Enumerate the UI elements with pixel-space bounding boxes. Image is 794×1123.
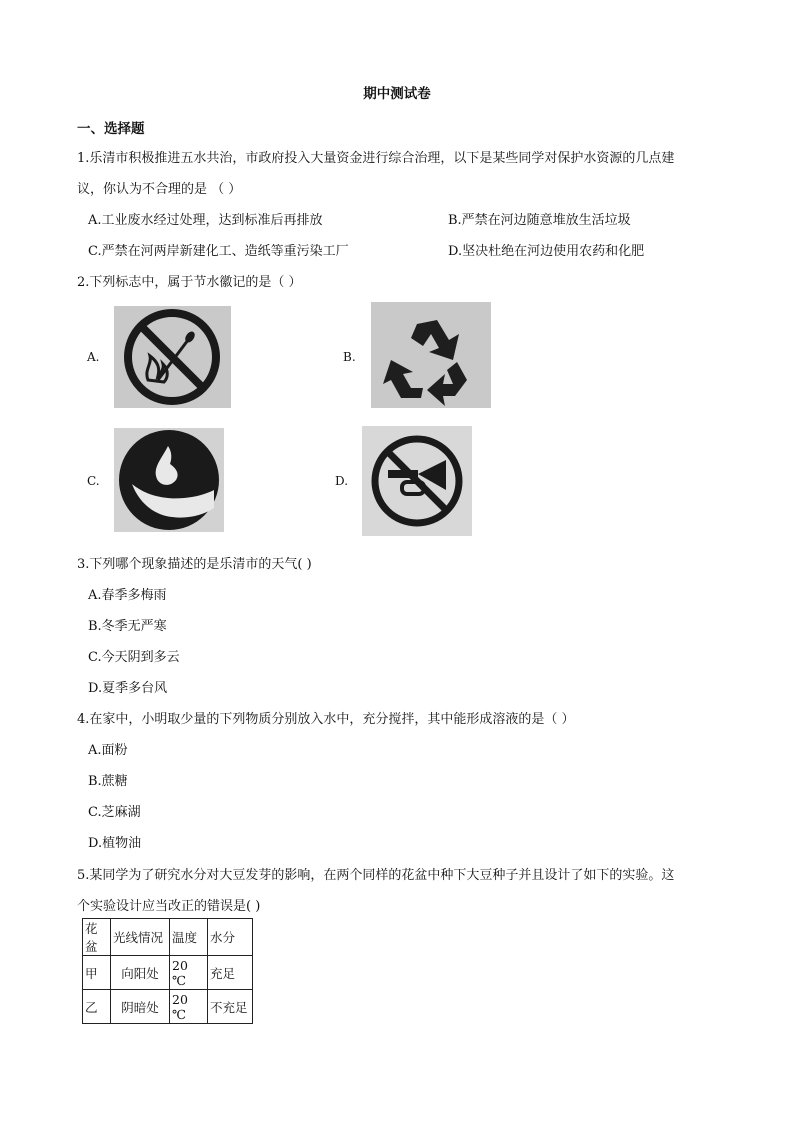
q4-option-d: D.植物油 <box>88 836 142 851</box>
q1-option-d: D.坚决杜绝在河边使用农药和化肥 <box>448 244 645 259</box>
table-cell: 不充足 <box>208 990 253 1024</box>
table-cell: 乙 <box>83 990 111 1024</box>
section-heading: 一、选择题 <box>77 121 145 137</box>
q4-option-c: C.芝麻湖 <box>88 805 141 820</box>
q1-option-b: B.严禁在河边随意堆放生活垃圾 <box>448 213 631 228</box>
q1-option-a: A.工业废水经过处理，达到标准后再排放 <box>88 213 323 228</box>
q4-option-a: A.面粉 <box>88 743 128 758</box>
q3-option-b: B.冬季无严寒 <box>88 619 167 634</box>
table-header-cell: 花盆 <box>83 919 111 956</box>
q2-label-b: B. <box>343 350 356 364</box>
q2-stem: 2.下列标志中，属于节水徽记的是（ ） <box>77 275 302 290</box>
table-row <box>83 956 253 990</box>
q2-label-d: D. <box>335 474 349 488</box>
q4-stem: 4.在家中，小明取少量的下列物质分别放入水中，充分搅拌，其中能形成溶液的是（ ） <box>77 712 575 727</box>
no-horn-icon <box>362 426 472 536</box>
table-header-row <box>83 919 253 956</box>
table-cell: 向阳处 <box>111 956 170 990</box>
page-title: 期中测试卷 <box>363 86 431 102</box>
table-row <box>83 990 253 1024</box>
q1-stem-line1: 1.乐清市积极推进五水共治，市政府投入大量资金进行综合治理，以下是某些同学对保护水资源的几点建 <box>77 151 675 166</box>
q3-option-c: C.今天阴到多云 <box>88 650 180 665</box>
q1-stem-line2: 议，你认为不合理的是 （ ） <box>77 182 242 197</box>
q3-option-d: D.夏季多台风 <box>88 681 168 696</box>
table-cell: 充足 <box>208 956 253 990</box>
q3-option-a: A.春季多梅雨 <box>88 588 167 603</box>
q3-stem: 3.下列哪个现象描述的是乐清市的天气( ) <box>77 557 312 572</box>
table-cell: 阴暗处 <box>111 990 170 1024</box>
q4-option-b: B.蔗糖 <box>88 774 128 789</box>
q1-option-c: C.严禁在河两岸新建化工、造纸等重污染工厂 <box>88 244 349 259</box>
table-header-cell: 光线情况 <box>111 919 170 956</box>
q2-label-c: C. <box>87 474 100 488</box>
table-cell: 甲 <box>83 956 111 990</box>
recycle-icon <box>371 302 491 408</box>
table-header-cell: 温度 <box>170 919 208 956</box>
table-cell: 20 ℃ <box>170 990 208 1024</box>
q5-stem-line1: 5.某同学为了研究水分对大豆发芽的影响，在两个同样的花盆中种下大豆种子并且设计了如下的实验。这 <box>77 868 675 883</box>
q2-label-a: A. <box>87 350 100 364</box>
table-cell: 20 ℃ <box>170 956 208 990</box>
experiment-table <box>82 918 253 1024</box>
no-fire-icon <box>114 306 231 408</box>
q5-stem-line2: 个实验设计应当改正的错误是( ) <box>77 899 261 914</box>
table-header-cell: 水分 <box>208 919 253 956</box>
water-saving-icon <box>114 428 224 532</box>
